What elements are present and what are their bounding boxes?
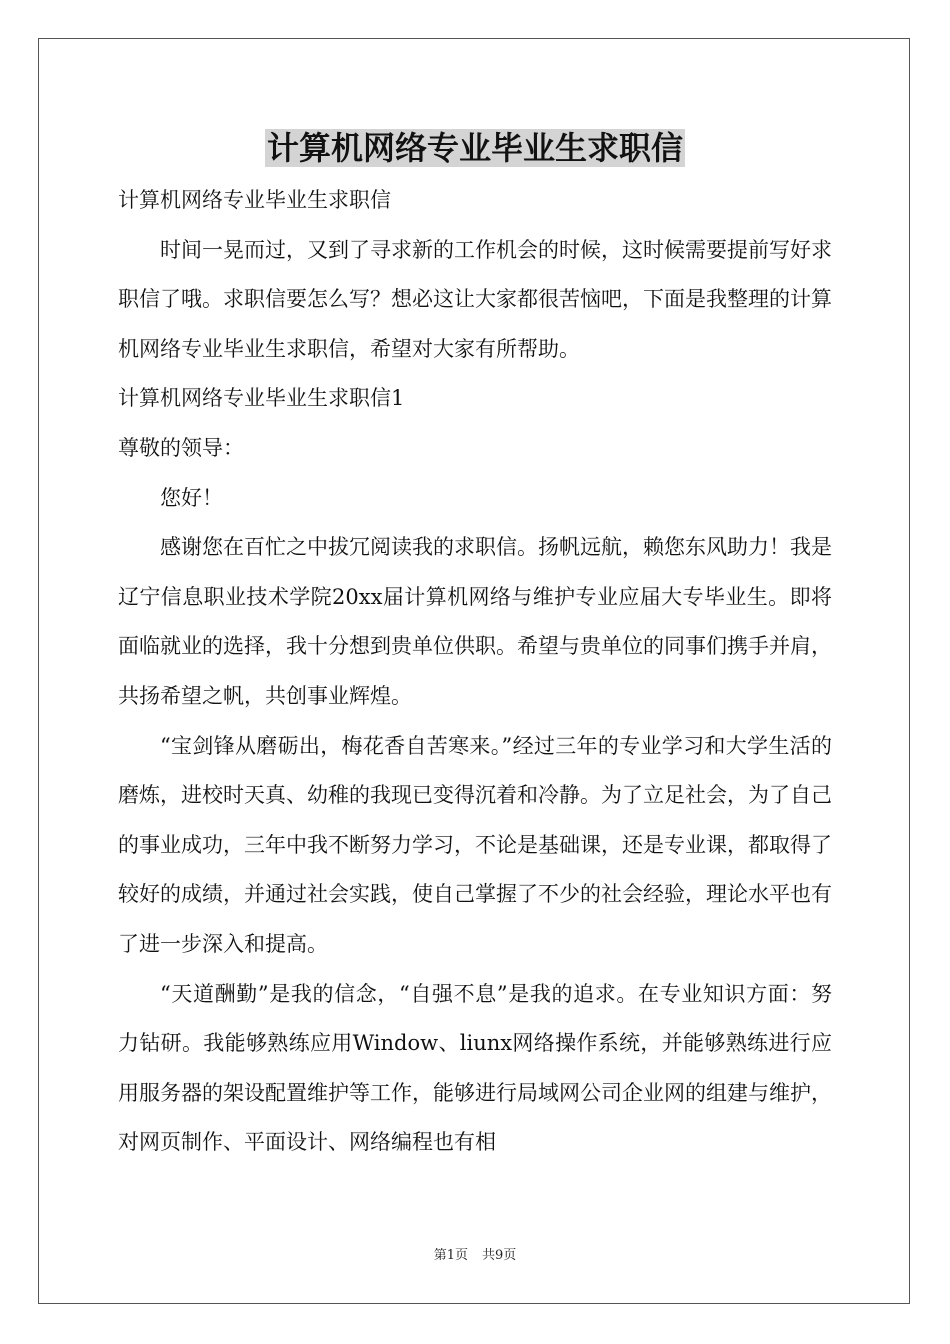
document-title bbox=[0, 126, 950, 170]
document-body bbox=[118, 176, 832, 1168]
body-paragraph: “天道酬勤”是我的信念，“自强不息”是我的追求。在专业知识方面：努力钻研。我能够熟练应用Window、liunx网络操作系统，并能够熟练进行应用服务器的架设配置维护等工作，能够进行局域网公司企业网的组建与维护，对网页制作、平面设计、网络编程也有相 bbox=[118, 981, 832, 1155]
page-total: 共9页 bbox=[482, 1248, 517, 1263]
body-paragraph: 计算机网络专业毕业生求职信1 bbox=[118, 386, 405, 411]
body-paragraph: 尊敬的领导： bbox=[118, 435, 244, 460]
page-footer bbox=[0, 1247, 950, 1265]
body-paragraph: 您好！ bbox=[160, 485, 223, 510]
body-paragraph: 时间一晃而过，又到了寻求新的工作机会的时候，这时候需要提前写好求职信了哦。求职信要怎么写？想必这让大家都很苦恼吧，下面是我整理的计算机网络专业毕业生求职信，希望对大家有所帮助。 bbox=[118, 237, 832, 361]
document-title-text: 计算机网络专业毕业生求职信 bbox=[266, 129, 683, 167]
body-paragraph: 计算机网络专业毕业生求职信 bbox=[118, 188, 391, 212]
body-paragraph: “宝剑锋从磨砺出，梅花香自苦寒来。”经过三年的专业学习和大学生活的磨炼，进校时天真、幼稚的我现已变得沉着和冷静。为了立足社会，为了自己的事业成功，三年中我不断努力学习，不论是基础课，还是专业课，都取得了较好的成绩，并通过社会实践，使自己掌握了不少的社会经验，理论水平也有了进一步深入和提高。 bbox=[118, 733, 832, 956]
page-number: 第1页 bbox=[433, 1248, 468, 1263]
body-paragraph: 感谢您在百忙之中拔冗阅读我的求职信。扬帆远航，赖您东风助力！我是辽宁信息职业技术学院20xx届计算机网络与维护专业应届大专毕业生。即将面临就业的选择，我十分想到贵单位供职。希望与贵单位的同事们携手并肩，共扬希望之帆，共创事业辉煌。 bbox=[118, 535, 832, 708]
